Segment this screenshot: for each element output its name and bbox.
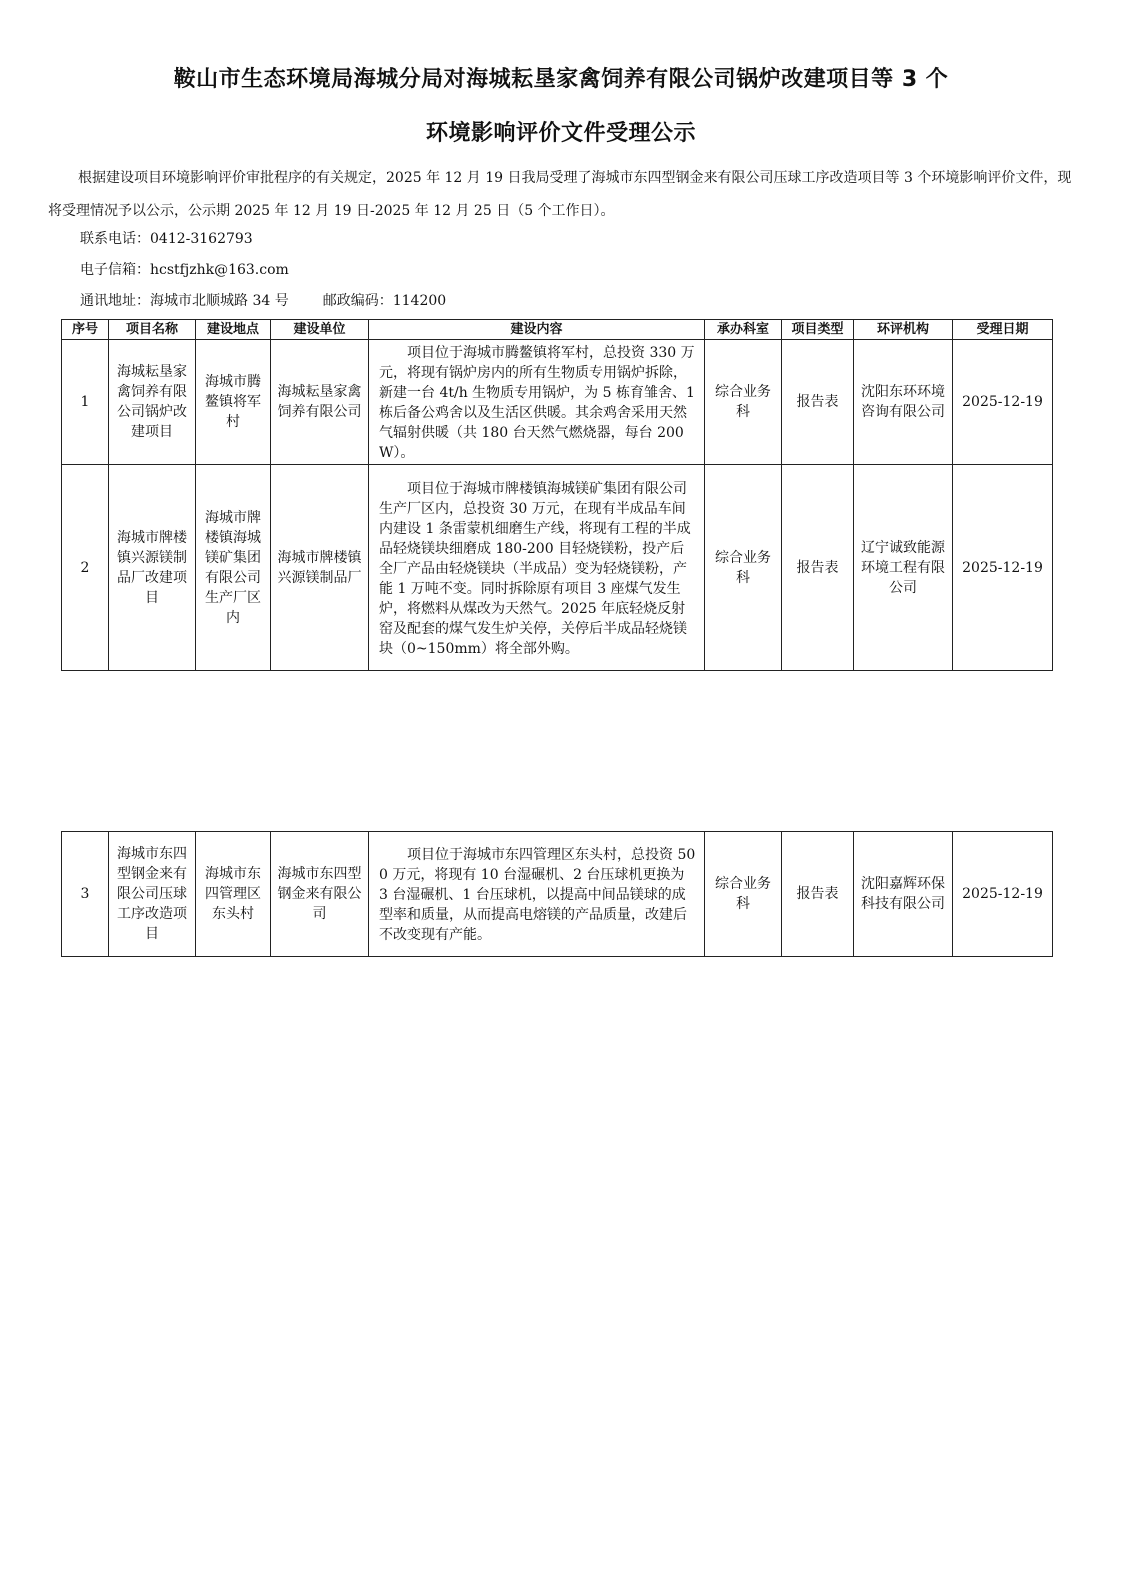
cell-type: 报告表 <box>782 340 854 465</box>
page-title: 鞍山市生态环境局海城分局对海城耘垦家禽饲养有限公司锅炉改建项目等 3 个 <box>173 67 949 92</box>
cell-agency: 辽宁诚致能源环境工程有限公司 <box>854 465 953 671</box>
cell-content: 项目位于海城市腾鳌镇将军村，总投资 330 万元，将现有锅炉房内的所有生物质专用锅炉拆除，新建一台 4t/h 生物质专用锅炉，为 5 栋育雏舍、1 栋后备公鸡舍以及生活区供暖。其余鸡舍采用天然气辐射供暖（共 180 台天然气燃烧器，每台 200W）。 <box>369 340 705 465</box>
projects-table-continued <box>61 831 1053 957</box>
table-row <box>62 832 1053 957</box>
header-cell: 建设地点 <box>196 320 271 340</box>
cell-project-name: 海城耘垦家禽饲养有限公司锅炉改建项目 <box>109 340 196 465</box>
page-subtitle: 环境影响评价文件受理公示 <box>425 121 696 146</box>
cell-project-name: 海城市牌楼镇兴源镁制品厂改建项目 <box>109 465 196 671</box>
cell-no: 1 <box>62 340 109 465</box>
header-cell: 项目名称 <box>109 320 196 340</box>
cell-agency: 沈阳东环环境咨询有限公司 <box>854 340 953 465</box>
cell-no: 3 <box>62 832 109 957</box>
contact-address: 通讯地址：海城市北顺城路 34 号 <box>80 293 289 309</box>
cell-location: 海城市东四管理区东头村 <box>196 832 271 957</box>
cell-project-name: 海城市东四型钢金来有限公司压球工序改造项目 <box>109 832 196 957</box>
header-cell: 环评机构 <box>854 320 953 340</box>
cell-dept: 综合业务科 <box>705 340 782 465</box>
cell-unit: 海城市牌楼镇兴源镁制品厂 <box>271 465 369 671</box>
intro-paragraph: 根据建设项目环境影响评价审批程序的有关规定，2025 年 12 月 19 日我局受理了海城市东四型钢金来有限公司压球工序改造项目等 3 个环境影响评价文件，现将受理情况予以公示，公示期 2025 年 12 月 19 日-2025 年 12 月 25 日（5 个工作日）。 <box>48 170 1072 219</box>
cell-date: 2025-12-19 <box>953 832 1053 957</box>
contact-address-line <box>80 290 446 310</box>
header-cell: 序号 <box>62 320 109 340</box>
cell-date: 2025-12-19 <box>953 465 1053 671</box>
cell-dept: 综合业务科 <box>705 832 782 957</box>
table-header-row <box>62 320 1053 340</box>
header-cell: 受理日期 <box>953 320 1053 340</box>
cell-unit: 海城市东四型钢金来有限公司 <box>271 832 369 957</box>
cell-location: 海城市腾鳌镇将军村 <box>196 340 271 465</box>
cell-content: 项目位于海城市东四管理区东头村，总投资 500 万元，将现有 10 台湿碾机、2 台压球机更换为 3 台湿碾机、1 台压球机，以提高中间品镁球的成型率和质量，从而提高电熔镁的产品质量，改建后不改变现有产能。 <box>369 832 705 957</box>
cell-type: 报告表 <box>782 465 854 671</box>
header-cell: 项目类型 <box>782 320 854 340</box>
header-cell: 承办科室 <box>705 320 782 340</box>
table-row <box>62 465 1053 671</box>
cell-no: 2 <box>62 465 109 671</box>
cell-dept: 综合业务科 <box>705 465 782 671</box>
cell-unit: 海城耘垦家禽饲养有限公司 <box>271 340 369 465</box>
contact-email: 电子信箱：hcstfjzhk@163.com <box>80 262 289 278</box>
header-cell: 建设内容 <box>369 320 705 340</box>
header-cell: 建设单位 <box>271 320 369 340</box>
contact-postal-code: 邮政编码：114200 <box>322 293 447 309</box>
contact-phone: 联系电话：0412-3162793 <box>80 231 253 247</box>
cell-date: 2025-12-19 <box>953 340 1053 465</box>
projects-table <box>61 319 1053 671</box>
cell-type: 报告表 <box>782 832 854 957</box>
cell-content: 项目位于海城市牌楼镇海城镁矿集团有限公司生产厂区内，总投资 30 万元，在现有半成品车间内建设 1 条雷蒙机细磨生产线，将现有工程的半成品轻烧镁块细磨成 180-200 目轻烧镁粉，投产后全厂产品由轻烧镁块（半成品）变为轻烧镁粉，产能 1 万吨不变。同时拆除原有项目 3 座煤气发生炉，将燃料从煤改为天然气。2025 年底轻烧反射窑及配套的煤气发生炉关停，关停后半成品轻烧镁块（0~150mm）将全部外购。 <box>369 465 705 671</box>
cell-agency: 沈阳嘉辉环保科技有限公司 <box>854 832 953 957</box>
table-row <box>62 340 1053 465</box>
cell-location: 海城市牌楼镇海城镁矿集团有限公司生产厂区内 <box>196 465 271 671</box>
